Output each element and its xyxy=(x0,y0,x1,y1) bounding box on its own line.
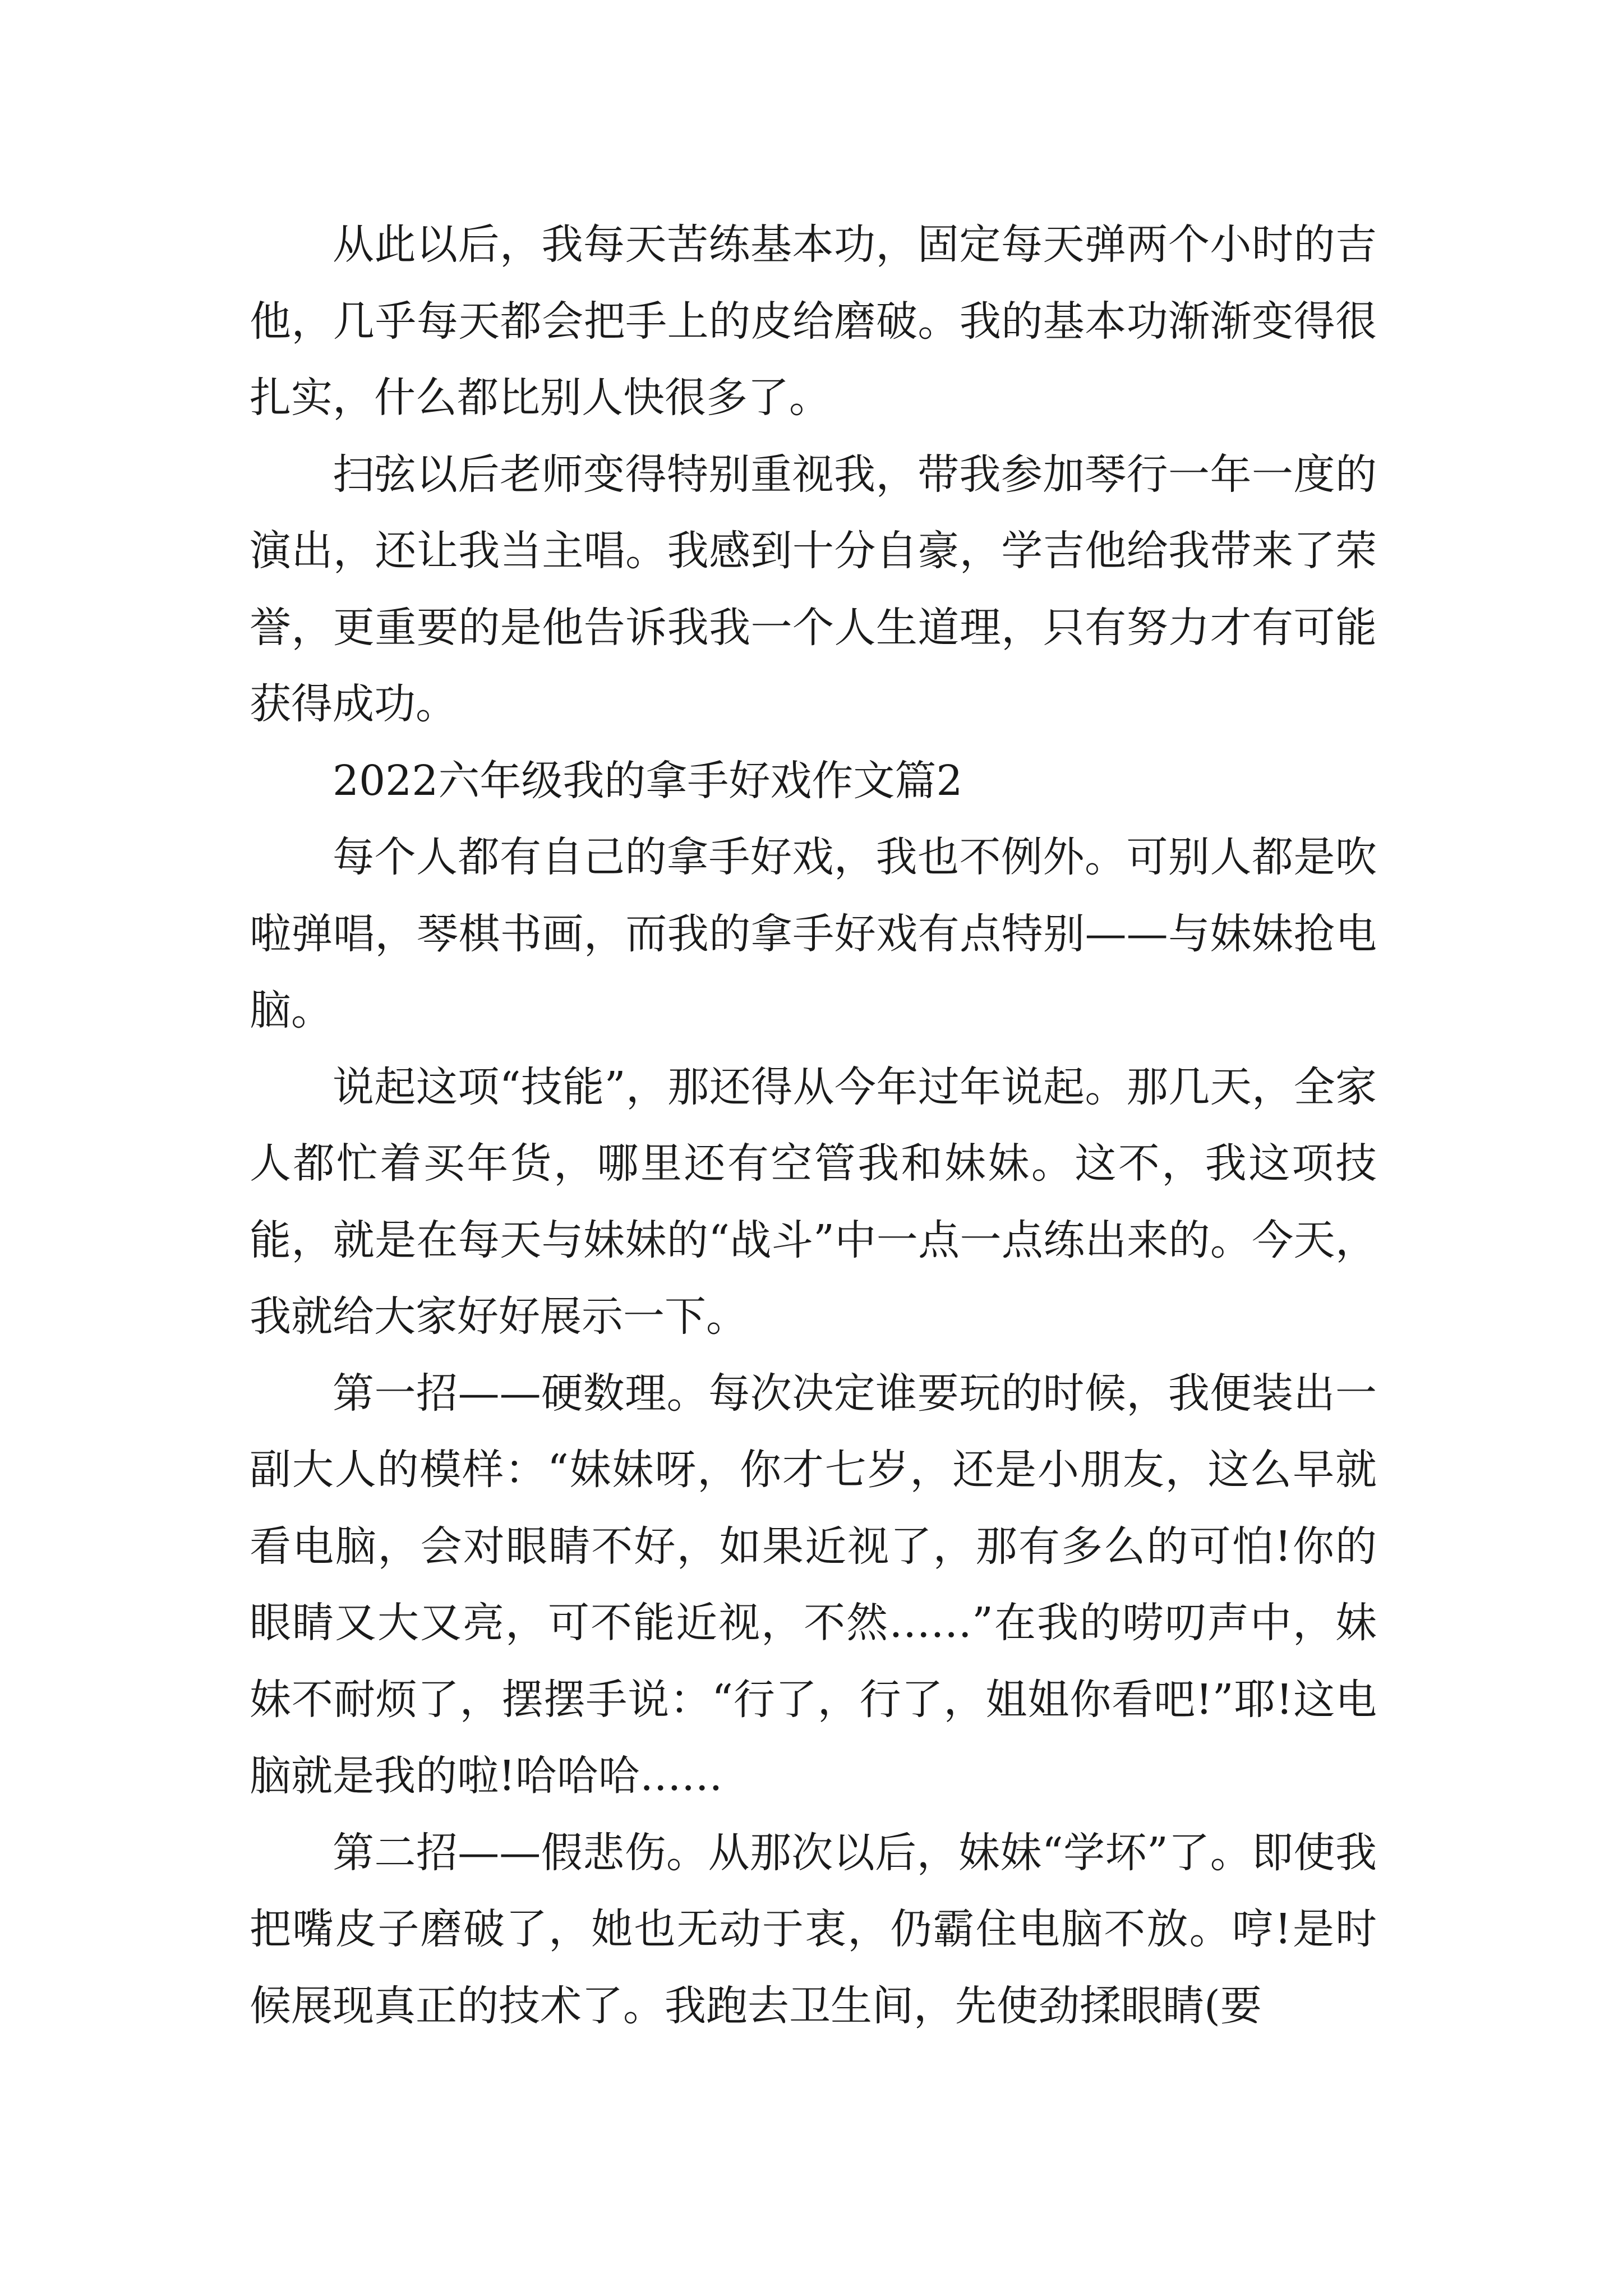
paragraph-practice: 从此以后，我每天苦练基本功，固定每天弹两个小时的吉他，几乎每天都会把手上的皮给磨破。我的基本功渐渐变得很扎实，什么都比别人快很多了。 xyxy=(250,220,1377,422)
paragraph-performance: 扫弦以后老师变得特别重视我，带我参加琴行一年一度的演出，还让我当主唱。我感到十分自豪，学吉他给我带来了荣誉，更重要的是他告诉我我一个人生道理，只有努力才有可能获得成功。 xyxy=(250,450,1377,728)
essay-heading: 2022六年级我的拿手好戏作文篇2 xyxy=(333,756,963,805)
paragraph-second-move: 第二招——假悲伤。从那次以后，妹妹“学坏”了。即使我把嘴皮子磨破了，她也无动于衷，仍霸住电脑不放。哼!是时候展现真正的技术了。我跑去卫生间，先使劲揉眼睛(要 xyxy=(250,1828,1377,2030)
paragraph-first-move: 第一招——硬数理。每次决定谁要玩的时候，我便装出一副大人的模样：“妹妹呀，你才七岁，还是小朋友，这么早就看电脑，会对眼睛不好，如果近视了，那有多么的可怕!你的眼睛又大又亮，可不能近视，不然……”在我的唠叨声中，妹妹不耐烦了，摆摆手说：“行了，行了，姐姐你看吧!”耶!这电脑就是我的啦!哈哈哈…… xyxy=(250,1369,1377,1800)
paragraph-skill-origin: 说起这项“技能”，那还得从今年过年说起。那几天，全家人都忙着买年货，哪里还有空管我和妹妹。这不，我这项技能，就是在每天与妹妹的“战斗”中一点一点练出来的。今天，我就给大家好好展示一下。 xyxy=(250,1062,1377,1341)
document-body xyxy=(250,206,1377,2044)
paragraph-intro: 每个人都有自己的拿手好戏，我也不例外。可别人都是吹啦弹唱，琴棋书画，而我的拿手好戏有点特别——与妹妹抢电脑。 xyxy=(250,833,1377,1034)
